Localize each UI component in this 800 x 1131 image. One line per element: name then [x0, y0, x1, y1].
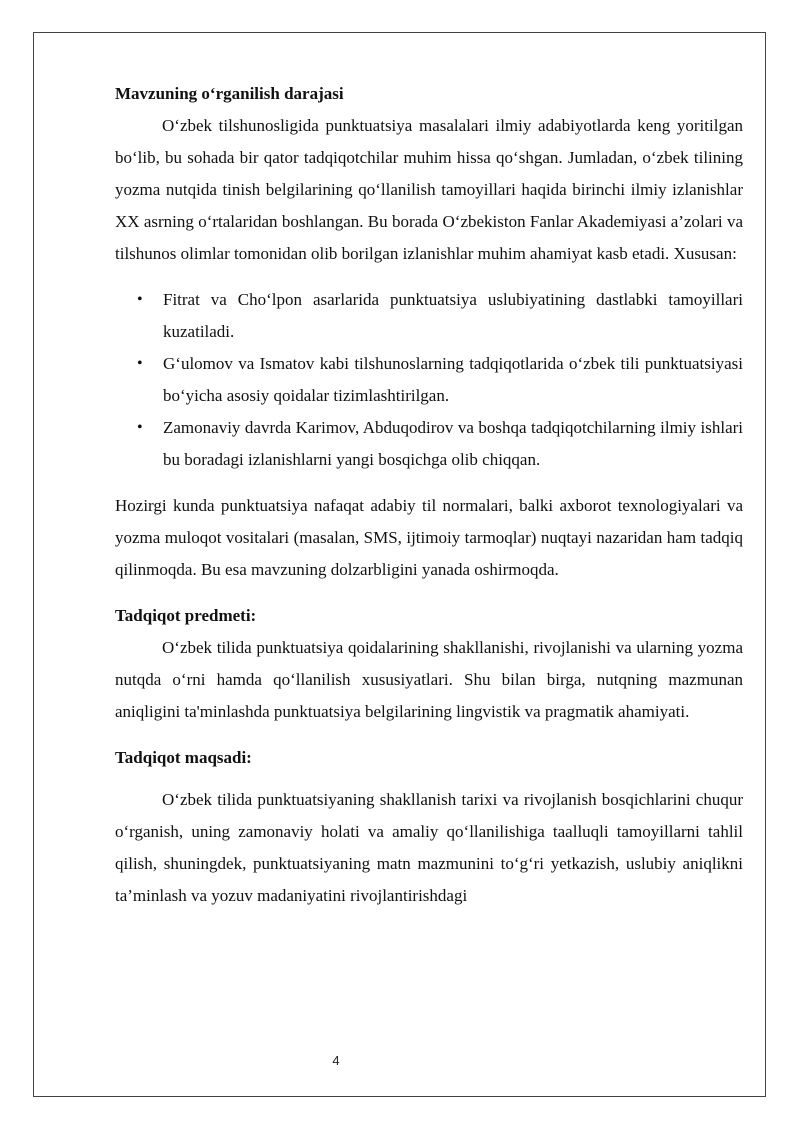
- bullet-icon: •: [137, 291, 143, 308]
- list-item: [115, 412, 743, 476]
- document-body: [115, 78, 743, 912]
- list-item: [115, 284, 743, 348]
- paragraph-closing: Hozirgi kunda punktuatsiya nafaqat adabiy til normalari, balki axborot texnologiyalari va yozma muloqot vositalari (masalan, SMS, ijtimoiy tarmoqlar) nuqtayi nazaridan ham tadqiq qilinmoqda. Bu esa mavzuning dolzarbligini yanada oshirmoqda.: [115, 496, 743, 579]
- paragraph-intro: O‘zbek tilshunosligida punktuatsiya masalalari ilmiy adabiyotlarda keng yoritilgan bo‘lib, bu sohada bir qator tadqiqotchilar muhim hissa qo‘shgan. Jumladan, o‘zbek tilining yozma nutqida tinish belgilarining qo‘llanilish tamoyillari haqida birinchi ilmiy izlanishlar XX asrning o‘rtalaridan boshlangan. Bu borada O‘zbekiston Fanlar Akademiyasi a’zolari va tilshunos olimlar tomonidan olib borilgan izlanishlar muhim ahamiyat kasb etadi. Xususan:: [115, 116, 743, 263]
- list-item-text: Fitrat va Cho‘lpon asarlarida punktuatsiya uslubiyatining dastlabki tamoyillari kuzatiladi.: [163, 290, 743, 341]
- section-heading-research-level: Mavzuning o‘rganilish darajasi: [115, 84, 344, 103]
- page-number-text: 4: [332, 1053, 340, 1068]
- bullet-list: [115, 284, 743, 476]
- list-item-text: Zamonaviy davrda Karimov, Abduqodirov va boshqa tadqiqotchilarning ilmiy ishlari bu boradagi izlanishlarni yangi bosqichga olib chiqqan.: [163, 418, 743, 469]
- bullet-icon: •: [137, 419, 143, 436]
- section-heading-research-goal: Tadqiqot maqsadi:: [115, 748, 252, 767]
- bullet-icon: •: [137, 355, 143, 372]
- paragraph-research-goal: O‘zbek tilida punktuatsiyaning shakllanish tarixi va rivojlanish bosqichlarini chuqur o‘rganish, uning zamonaviy holati va amaliy qo‘llanilishiga taalluqli tamoyillarni tahlil qilish, shuningdek, punktuatsiyaning matn mazmunini to‘g‘ri yetkazish, uslubiy aniqlikni ta’minlash va yozuv madaniyatini rivojlantirishdagi: [115, 790, 743, 905]
- section-heading-research-subject: Tadqiqot predmeti:: [115, 606, 257, 625]
- paragraph-research-subject: O‘zbek tilida punktuatsiya qoidalarining shakllanishi, rivojlanishi va ularning yozma nutqda o‘rni hamda qo‘llanilish xususiyatlari. Shu bilan birga, nutqning mazmunan aniqligini ta'minlashda punktuatsiya belgilarining lingvistik va pragmatik ahamiyati.: [115, 638, 743, 721]
- page-number: [0, 1053, 800, 1068]
- list-item-text: G‘ulomov va Ismatov kabi tilshunoslarning tadqiqotlarida o‘zbek tili punktuatsiyasi bo‘yicha asosiy qoidalar tizimlashtirilgan.: [163, 354, 743, 405]
- list-item: [115, 348, 743, 412]
